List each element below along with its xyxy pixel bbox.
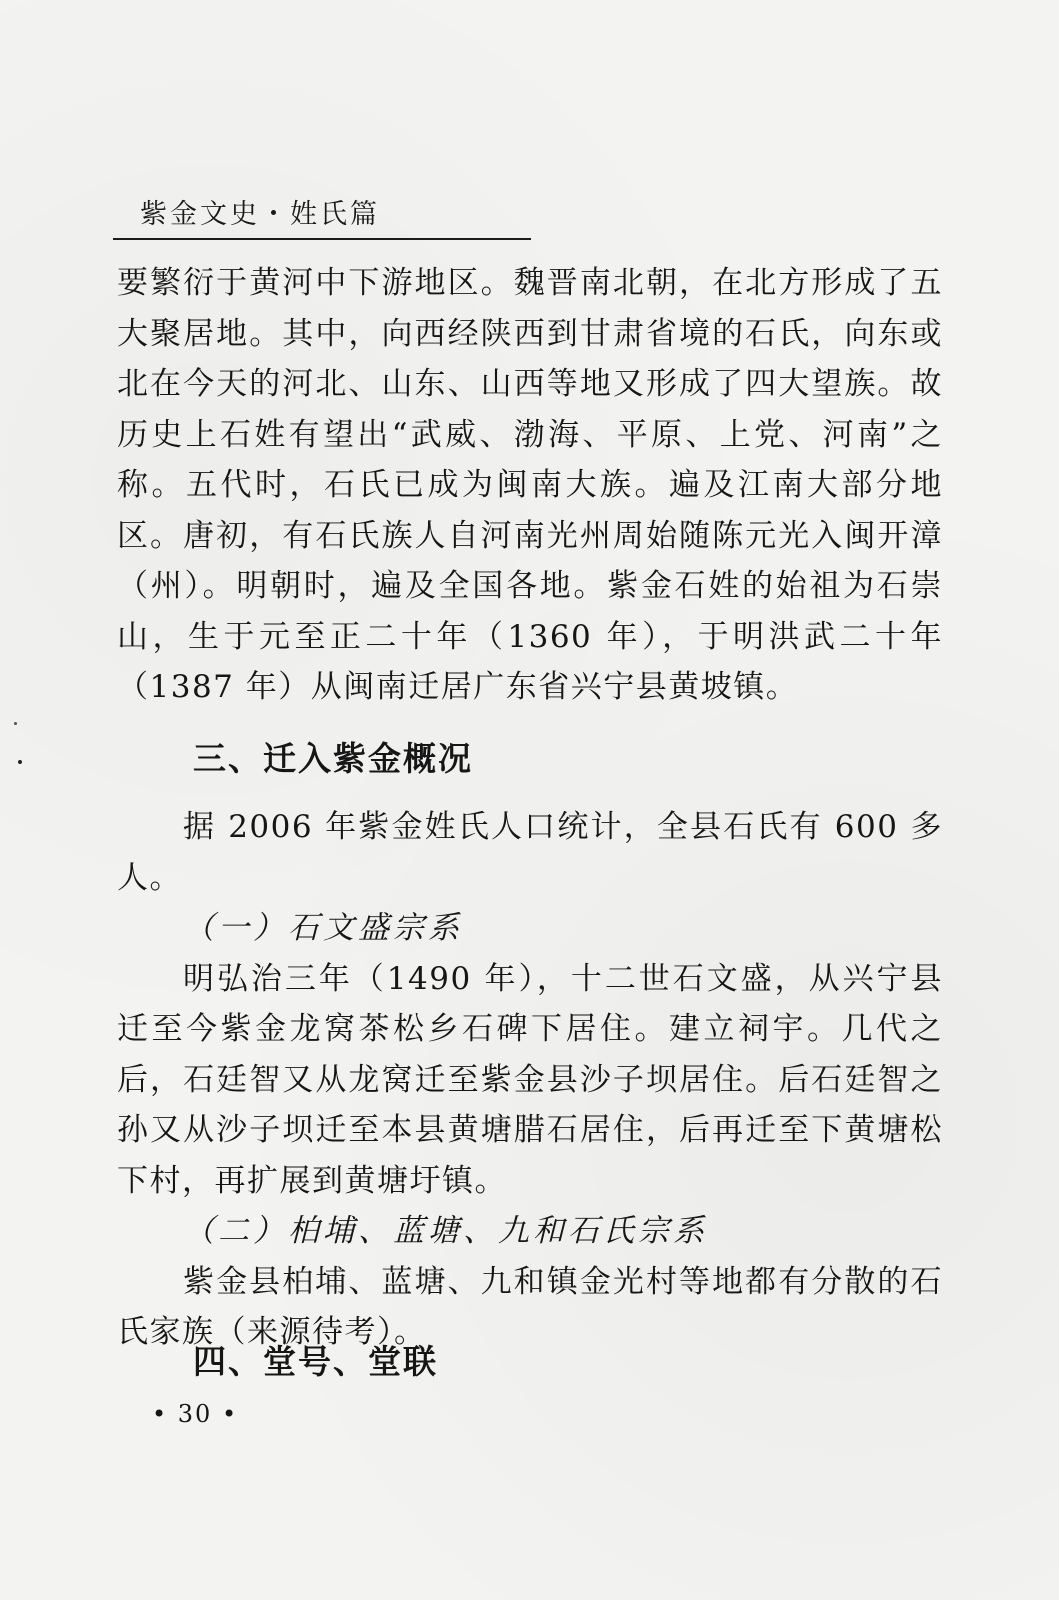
subsection-heading-shi-wensheng: （一）石文盛宗系 <box>183 910 463 946</box>
scan-speck <box>18 760 22 764</box>
section-heading-migration: 三、迁入紫金概况 <box>193 739 473 778</box>
population-statistic: 据 2006 年紫金姓氏人口统计，全县石氏有 600 多人。 <box>117 809 943 896</box>
header-rule <box>113 238 531 240</box>
page-number: • 30 • <box>152 1400 239 1428</box>
paragraph-origin-history: 要繁衍于黄河中下游地区。魏晋南北朝，在北方形成了五大聚居地。其中，向西经陕西到甘肃省境的石氏，向东或北在今天的河北、山东、山西等地又形成了四大望族。故历史上石姓有望出“武威、渤海、平原、上党、河南”之称。五代时，石氏已成为闽南大族。遍及江南大部分地区。唐初，有石氏族人自河南光州周始随陈元光入闽开漳（州）。明朝时，遍及全国各地。紫金石姓的始祖为石崇山，生于元至正二十年（1360 年），于明洪武二十年（1387 年）从闽南迁居广东省兴宁县黄坡镇。 <box>117 265 943 705</box>
body-paragraph <box>117 258 943 713</box>
subsection-heading-baipu-lantang-jiuhe: （二）柏埔、蓝塘、九和石氏宗系 <box>183 1213 708 1249</box>
paragraph-shi-wensheng: 明弘治三年（1490 年），十二世石文盛，从兴宁县迁至今紫金龙窝茶松乡石碑下居住。建立祠宇。几代之后，石廷智又从龙窝迁至紫金县沙子坝居住。后石廷智之孙又从沙子坝迁至本县黄塘腊石居住，后再迁至下黄塘松下村，再扩展到黄塘圩镇。 <box>117 960 943 1199</box>
running-head: 紫金文史・姓氏篇 <box>140 199 380 230</box>
paragraph-baipu-lantang-jiuhe: 紫金县柏埔、蓝塘、九和镇金光村等地都有分散的石氏家族（来源待考）。 <box>117 1263 943 1350</box>
section-migration-content <box>117 802 943 1358</box>
section-heading-hall-names: 四、堂号、堂联 <box>193 1342 438 1381</box>
scan-speck <box>14 722 17 725</box>
